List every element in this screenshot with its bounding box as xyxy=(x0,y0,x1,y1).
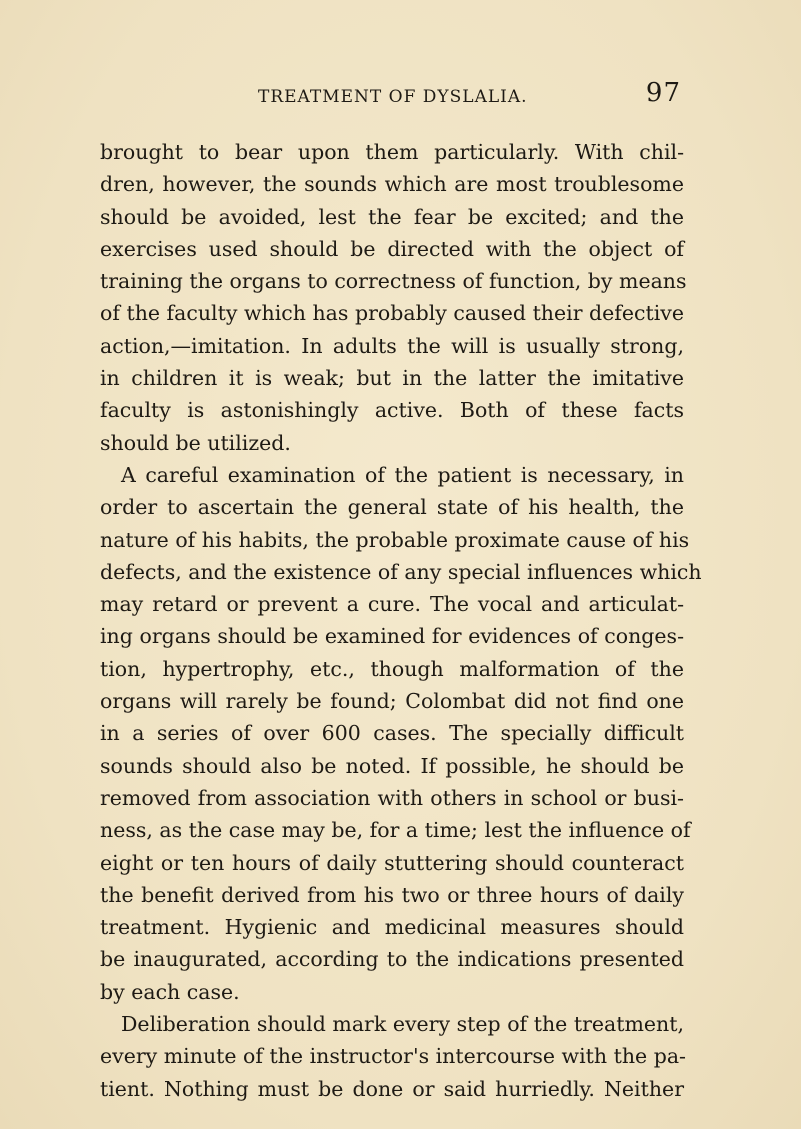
running-title: TREATMENT OF DYSLALIA. xyxy=(258,87,528,107)
text-line: every minute of the instructor's intercourse with the pa- xyxy=(100,1044,686,1069)
text-line: in a series of over 600 cases. The specially difficult xyxy=(100,721,684,746)
text-line: action,—imitation. In adults the will is usually strong, xyxy=(100,333,684,358)
text-line: of the faculty which has probably caused their defective xyxy=(100,301,684,326)
page-number: 97 xyxy=(645,78,681,108)
text-line: the benefit derived from his two or three hours of daily xyxy=(100,882,684,907)
text-line: faculty is astonishingly active. Both of these facts xyxy=(100,398,684,423)
running-head xyxy=(258,78,681,110)
text-line: treatment. Hygienic and medicinal measures should xyxy=(100,915,684,940)
text-line: order to ascertain the general state of his health, the xyxy=(100,495,684,520)
text-line: sounds should also be noted. If possible, he should be xyxy=(100,753,684,778)
text-line: training the organs to correctness of function, by means xyxy=(100,269,687,294)
text-line: should be utilized. xyxy=(100,430,291,455)
text-line: nature of his habits, the probable proximate cause of his xyxy=(100,527,690,552)
text-line: tion, hypertrophy, etc., though malformation of the xyxy=(100,656,684,681)
text-line: eight or ten hours of daily stuttering should counteract xyxy=(100,850,684,875)
text-line: brought to bear upon them particularly. With chil- xyxy=(100,140,684,164)
text-line: by each case. xyxy=(100,979,240,1004)
text-line: tient. Nothing must be done or said hurriedly. Neither xyxy=(100,1076,684,1101)
text-line: defects, and the existence of any special influences which xyxy=(100,559,702,584)
text-line: organs will rarely be found; Colombat did not find one xyxy=(100,689,684,714)
text-line: in children it is weak; but in the latter the imitative xyxy=(100,366,684,391)
text-line: removed from association with others in school or busi- xyxy=(100,785,684,810)
body-text xyxy=(100,136,702,1105)
text-line: dren, however, the sounds which are most troublesome xyxy=(100,172,684,197)
text-line: may retard or prevent a cure. The vocal and articulat- xyxy=(100,592,684,617)
text-line: ness, as the case may be, for a time; lest the influence of xyxy=(100,818,691,843)
text-line: should be avoided, lest the fear be excited; and the xyxy=(100,204,684,229)
paragraph-start-line: Deliberation should mark every step of the treatment, xyxy=(121,1012,684,1037)
paragraph-start-line: A careful examination of the patient is necessary, in xyxy=(121,462,684,487)
text-line: be inaugurated, according to the indications presented xyxy=(100,947,684,972)
text-line: ing organs should be examined for evidences of conges- xyxy=(100,624,684,649)
text-line: exercises used should be directed with the object of xyxy=(100,236,684,261)
